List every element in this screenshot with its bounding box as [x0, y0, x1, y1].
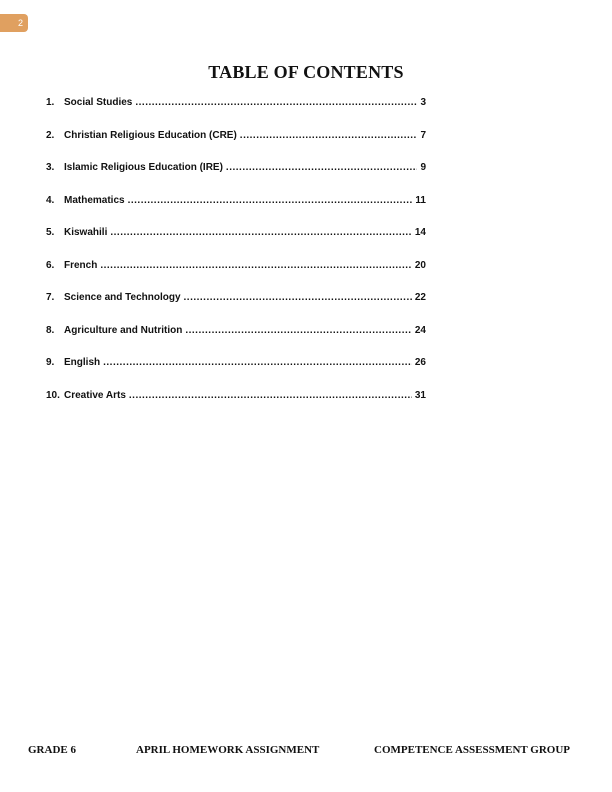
- toc-entry-page: 7: [420, 129, 426, 141]
- toc-entry-number: 2.: [46, 129, 55, 141]
- toc-entry-label: Creative Arts: [64, 389, 126, 401]
- toc-entry-number: 6.: [46, 259, 55, 271]
- toc-leader-dots: [100, 259, 412, 273]
- toc-entry-number: 8.: [46, 324, 55, 336]
- toc-entry-cre[interactable]: [46, 129, 426, 162]
- toc-entry-page: 11: [415, 194, 426, 206]
- page-title: TABLE OF CONTENTS: [208, 62, 404, 82]
- toc-entry-label: English: [64, 357, 101, 368]
- toc-leader-dots: [128, 194, 413, 208]
- toc-entry-mathematics[interactable]: [46, 194, 426, 227]
- toc-entry-agriculture-and-nutrition[interactable]: [46, 324, 426, 357]
- toc-entry-page: 14: [414, 227, 426, 238]
- toc-entry-english[interactable]: [46, 356, 426, 389]
- toc-leader-dots: [135, 96, 417, 110]
- table-of-contents: [46, 96, 426, 421]
- footer-publisher: COMPETENCE ASSESSMENT GROUP: [374, 744, 571, 756]
- toc-entry-label: Mathematics: [64, 194, 125, 206]
- toc-leader-dots: [184, 291, 412, 305]
- toc-entry-page: 9: [420, 162, 426, 173]
- toc-leader-dots: [103, 356, 412, 370]
- toc-entry-label: Kiswahili: [64, 227, 108, 238]
- toc-entry-number: 3.: [46, 162, 55, 173]
- toc-entry-science-and-technology[interactable]: [46, 291, 426, 324]
- toc-entry-label: Islamic Religious Education (IRE): [64, 162, 223, 173]
- toc-leader-dots: [240, 129, 418, 143]
- toc-entry-kiswahili[interactable]: [46, 226, 426, 259]
- toc-entry-page: 26: [414, 357, 426, 368]
- toc-leader-dots: [226, 161, 418, 175]
- toc-entry-label: Social Studies: [64, 97, 133, 108]
- footer-assignment-title: APRIL HOMEWORK ASSIGNMENT: [136, 744, 320, 756]
- toc-leader-dots: [110, 226, 412, 240]
- toc-leader-dots: [129, 389, 412, 403]
- toc-entry-page: 24: [414, 324, 426, 336]
- toc-entry-number: 10.: [46, 389, 60, 401]
- toc-entry-social-studies[interactable]: [46, 96, 426, 129]
- toc-leader-dots: [185, 324, 412, 338]
- toc-entry-creative-arts[interactable]: [46, 389, 426, 422]
- toc-entry-page: 31: [414, 389, 426, 401]
- toc-entry-number: 9.: [46, 357, 55, 368]
- toc-entry-page: 22: [414, 292, 426, 303]
- toc-entry-label: Science and Technology: [64, 292, 181, 303]
- toc-entry-french[interactable]: [46, 259, 426, 292]
- toc-entry-number: 1.: [46, 97, 55, 108]
- toc-entry-page: 3: [420, 97, 426, 108]
- toc-entry-ire[interactable]: [46, 161, 426, 194]
- footer-grade: GRADE 6: [28, 744, 76, 756]
- toc-entry-label: Agriculture and Nutrition: [64, 324, 183, 336]
- toc-entry-number: 7.: [46, 292, 55, 303]
- toc-entry-number: 4.: [46, 194, 55, 206]
- toc-entry-label: Christian Religious Education (CRE): [64, 129, 237, 141]
- page-number-badge: 2: [0, 14, 28, 32]
- toc-entry-page: 20: [414, 259, 426, 271]
- toc-entry-label: French: [64, 259, 98, 271]
- toc-entry-number: 5.: [46, 227, 55, 238]
